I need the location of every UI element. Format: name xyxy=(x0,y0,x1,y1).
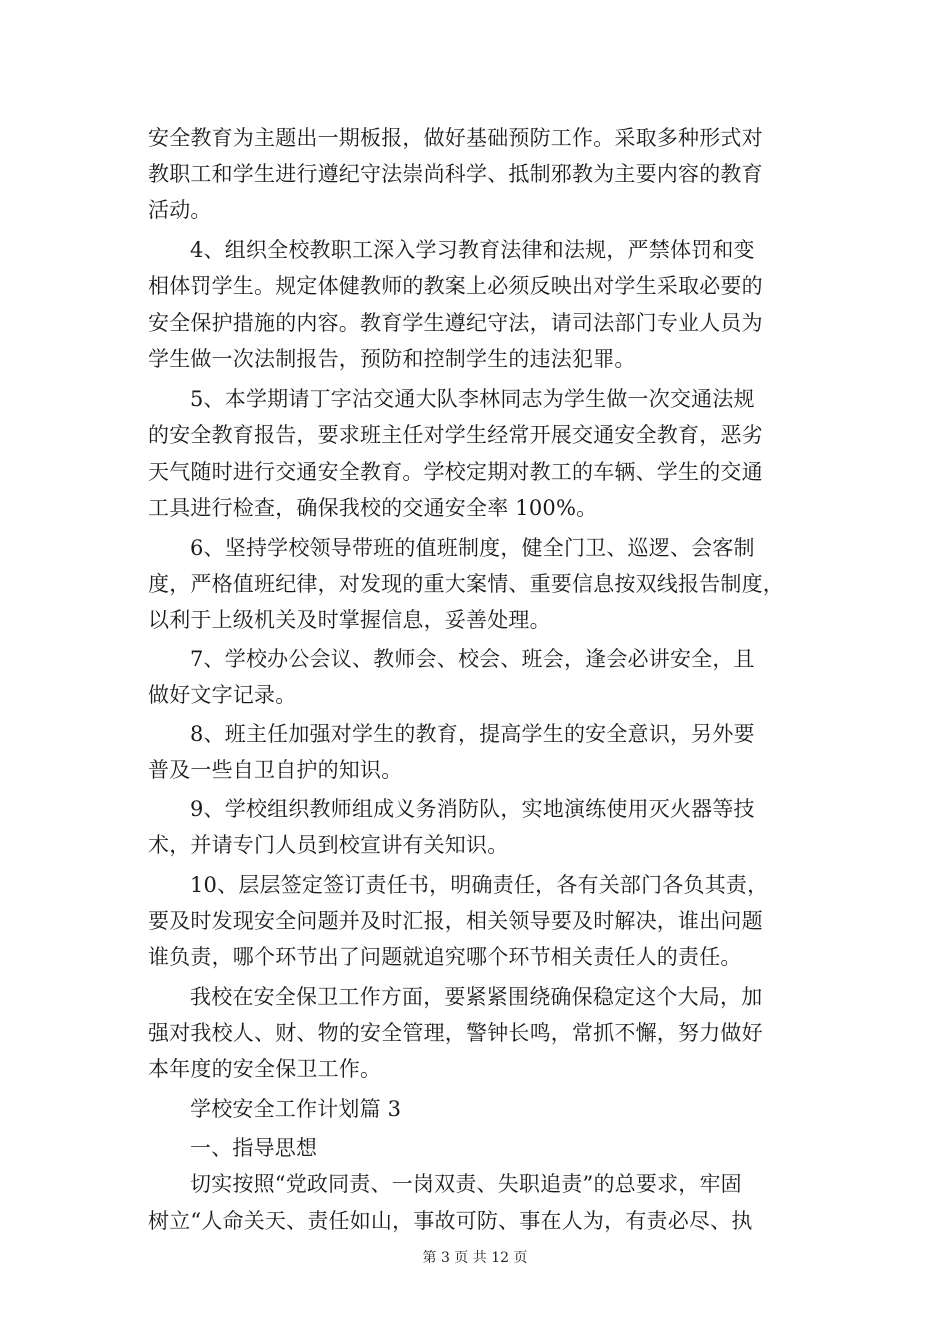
text-line: 天气随时进行交通安全教育。学校定期对教工的车辆、学生的交通 xyxy=(148,460,763,484)
text-line: 工具进行检查，确保我校的交通安全率 100%。 xyxy=(148,496,598,520)
text-line: 6、坚持学校领导带班的值班制度，健全门卫、巡逻、会客制 xyxy=(190,536,755,560)
text-line: 学校安全工作计划篇 3 xyxy=(190,1097,402,1121)
text-line: 安全保护措施的内容。教育学生遵纪守法，请司法部门专业人员为 xyxy=(148,311,763,335)
text-line: 学生做一次法制报告，预防和控制学生的违法犯罪。 xyxy=(148,347,636,371)
text-line: 活动。 xyxy=(148,198,212,222)
text-line: 要及时发现安全问题并及时汇报，相关领导要及时解决，谁出问题 xyxy=(148,909,763,933)
text-line: 切实按照“党政同责、一岗双责、失职追责”的总要求，牢固 xyxy=(190,1172,742,1196)
text-line: 9、学校组织教师组成义务消防队，实地演练使用灭火器等技 xyxy=(190,797,755,821)
text-line: 的安全教育报告，要求班主任对学生经常开展交通安全教育，恶劣 xyxy=(148,423,763,447)
text-line: 我校在安全保卫工作方面，要紧紧围绕确保稳定这个大局，加 xyxy=(190,985,763,1009)
text-line: 5、本学期请丁字沽交通大队李林同志为学生做一次交通法规 xyxy=(190,387,755,411)
text-line: 术，并请专门人员到校宣讲有关知识。 xyxy=(148,833,509,857)
text-line: 一、指导思想 xyxy=(190,1136,318,1160)
text-line: 做好文字记录。 xyxy=(148,683,297,707)
text-line: 7、学校办公会议、教师会、校会、班会，逢会必讲安全，且 xyxy=(190,647,755,671)
text-line: 树立“人命关天、责任如山，事故可防、事在人为，有责必尽、执 xyxy=(148,1209,753,1233)
text-line: 度，严格值班纪律，对发现的重大案情、重要信息按双线报告制度， xyxy=(148,572,784,596)
text-line: 本年度的安全保卫工作。 xyxy=(148,1057,382,1081)
text-line: 谁负责，哪个环节出了问题就追究哪个环节相关责任人的责任。 xyxy=(148,945,742,969)
text-line: 4、组织全校教职工深入学习教育法律和法规，严禁体罚和变 xyxy=(190,238,755,262)
text-line: 教职工和学生进行遵纪守法崇尚科学、抵制邪教为主要内容的教育 xyxy=(148,162,763,186)
text-line: 以利于上级机关及时掌握信息，妥善处理。 xyxy=(148,608,551,632)
text-line: 8、班主任加强对学生的教育，提高学生的安全意识，另外要 xyxy=(190,722,755,746)
text-line: 普及一些自卫自护的知识。 xyxy=(148,758,403,782)
text-line: 强对我校人、财、物的安全管理，警钟长鸣，常抓不懈，努力做好 xyxy=(148,1021,763,1045)
text-line: 相体罚学生。规定体健教师的教案上必须反映出对学生采取必要的 xyxy=(148,274,763,298)
text-line: 10、层层签定签订责任书，明确责任，各有关部门各负其责， xyxy=(190,873,769,897)
text-line: 安全教育为主题出一期板报，做好基础预防工作。采取多种形式对 xyxy=(148,126,763,150)
page-number-footer: 第 3 页 共 12 页 xyxy=(422,1250,528,1266)
